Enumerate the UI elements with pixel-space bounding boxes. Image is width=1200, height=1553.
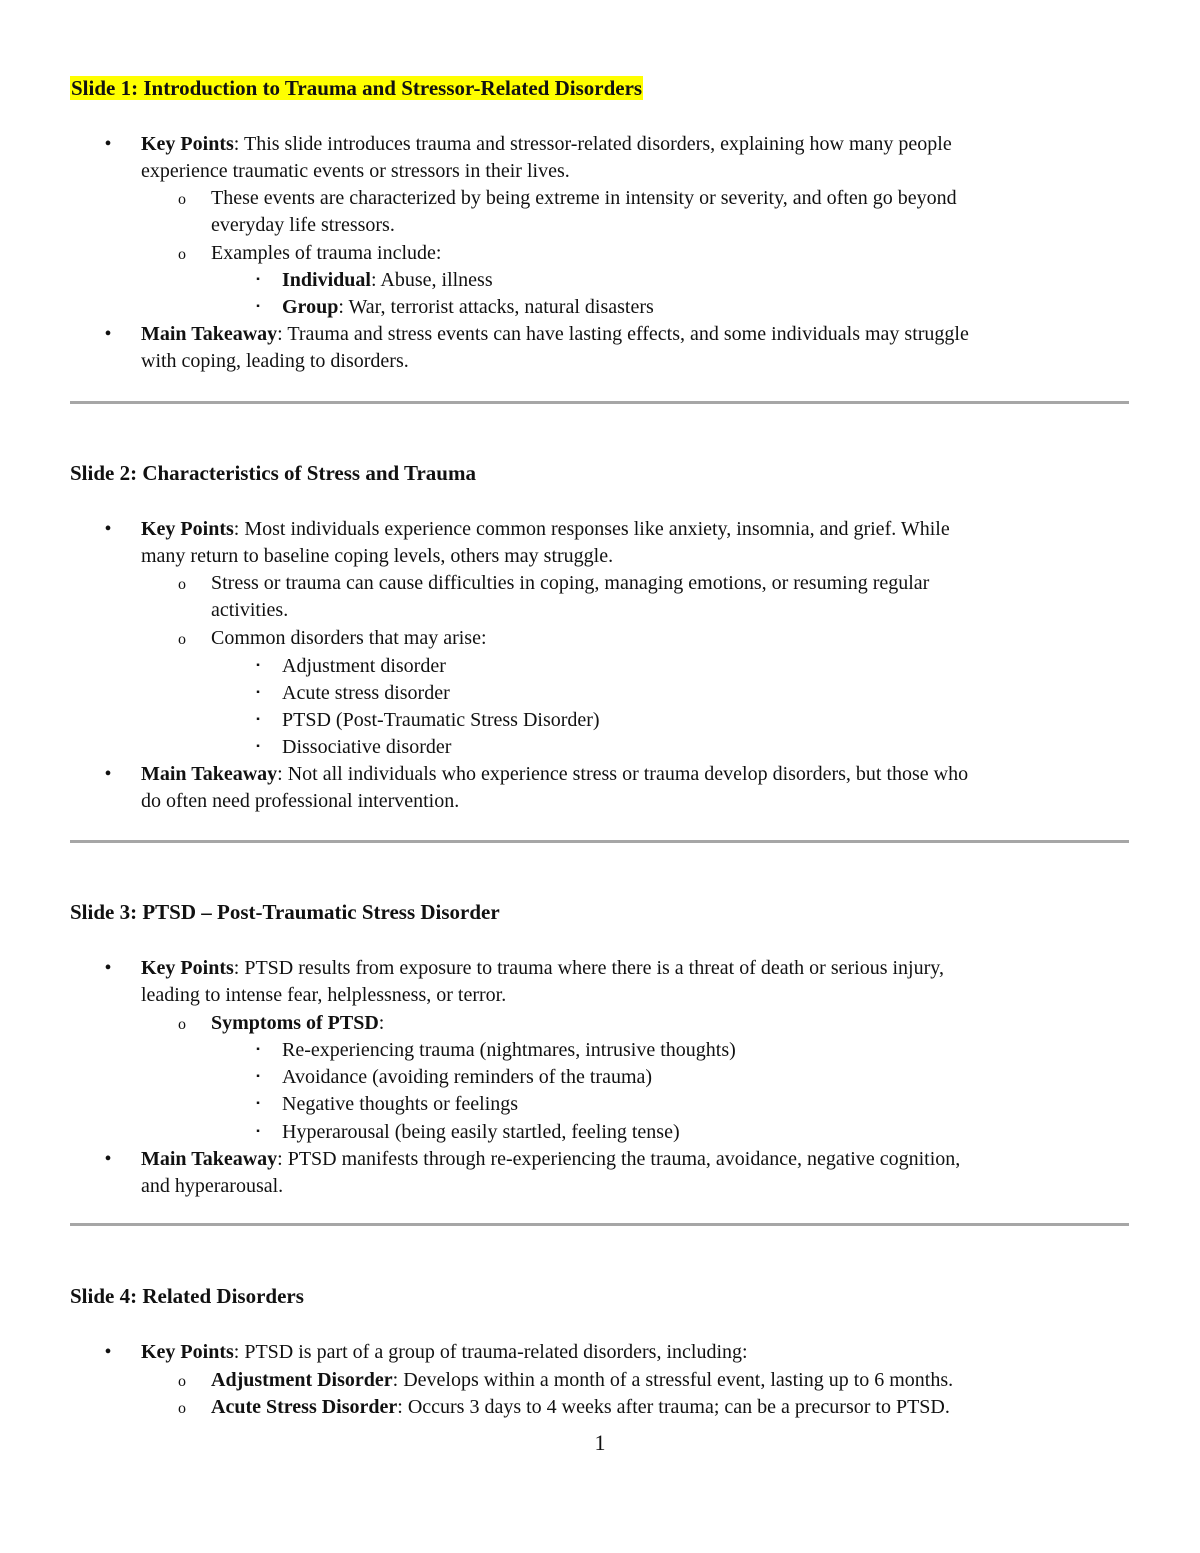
key-points-label: Key Points [141, 957, 234, 979]
square-bullet-icon: ▪ [256, 301, 260, 312]
slide-1-sub-point-cont: everyday life stressors. [211, 214, 395, 236]
slide-1-main-takeaway [141, 322, 969, 346]
square-bullet-icon: ▪ [256, 1071, 260, 1082]
slide-1-heading [70, 76, 643, 100]
slide-3-list-item: Avoidance (avoiding reminders of the trauma) [282, 1066, 653, 1088]
sub-bullet-icon: o [178, 246, 186, 263]
slide-3-key-points-cont: leading to intense fear, helplessness, or terror. [141, 984, 507, 1006]
main-takeaway-label: Main Takeaway [141, 323, 278, 345]
slide-4-sub-point [211, 1368, 953, 1392]
main-takeaway-label: Main Takeaway [141, 763, 278, 785]
slide-2-list-item: PTSD (Post-Traumatic Stress Disorder) [282, 709, 600, 731]
slide-1-sub-point: These events are characterized by being extreme in intensity or severity, and often go beyond [211, 187, 957, 209]
square-bullet-icon: ▪ [256, 1126, 260, 1137]
main-takeaway-label: Main Takeaway [141, 1148, 278, 1170]
symptoms-colon: : [378, 1012, 385, 1034]
slide-1-list-item [282, 268, 493, 292]
sub-bullet-icon: o [178, 1016, 186, 1033]
sub-bullet-icon: o [178, 1373, 186, 1390]
slide-4-sub-point [211, 1395, 950, 1419]
page-number: 1 [594, 1430, 606, 1455]
slide-2-list-item: Dissociative disorder [282, 736, 452, 758]
item-label: Group [282, 296, 339, 318]
slide-1-key-points [141, 132, 952, 156]
bullet-icon: • [104, 518, 112, 540]
slide-4-key-points [141, 1340, 748, 1364]
key-points-label: Key Points [141, 518, 234, 540]
main-takeaway-text: : PTSD manifests through re-experiencing the trauma, avoidance, negative cognition, [277, 1148, 961, 1170]
disorder-text: : Develops within a month of a stressful event, lasting up to 6 months. [392, 1369, 954, 1391]
slide-3-sub-point [211, 1011, 384, 1035]
square-bullet-icon: ▪ [256, 714, 260, 725]
item-text: : War, terrorist attacks, natural disasters [338, 296, 654, 318]
square-bullet-icon: ▪ [256, 660, 260, 671]
bullet-icon: • [104, 1341, 112, 1363]
key-points-label: Key Points [141, 1341, 234, 1363]
square-bullet-icon: ▪ [256, 741, 260, 752]
sub-bullet-icon: o [178, 576, 186, 593]
slide-2-key-points [141, 517, 950, 541]
square-bullet-icon: ▪ [256, 687, 260, 698]
section-divider [70, 840, 1129, 843]
slide-1-main-takeaway-cont: with coping, leading to disorders. [141, 350, 409, 372]
symptoms-label: Symptoms of PTSD [211, 1012, 379, 1034]
square-bullet-icon: ▪ [256, 274, 260, 285]
slide-2-key-points-cont: many return to baseline coping levels, others may struggle. [141, 545, 614, 567]
slide-3-key-points [141, 956, 944, 980]
key-points-text: : PTSD is part of a group of trauma-related disorders, including: [233, 1341, 748, 1363]
sub-bullet-icon: o [178, 191, 186, 208]
bullet-icon: • [104, 133, 112, 155]
slide-3-main-takeaway-cont: and hyperarousal. [141, 1175, 284, 1197]
slide-3-list-item: Hyperarousal (being easily startled, feeling tense) [282, 1121, 680, 1143]
key-points-label: Key Points [141, 133, 234, 155]
bullet-icon: • [104, 1148, 112, 1170]
main-takeaway-text: : Trauma and stress events can have lasting effects, and some individuals may struggle [277, 323, 969, 345]
disorder-label: Acute Stress Disorder [211, 1396, 398, 1418]
bullet-icon: • [104, 763, 112, 785]
main-takeaway-text: : Not all individuals who experience stress or trauma develop disorders, but those who [277, 763, 969, 785]
slide-3-list-item: Re-experiencing trauma (nightmares, intrusive thoughts) [282, 1039, 736, 1061]
square-bullet-icon: ▪ [256, 1098, 260, 1109]
key-points-text: : This slide introduces trauma and stressor-related disorders, explaining how many people [233, 133, 952, 155]
slide-1-key-points-cont: experience traumatic events or stressors in their lives. [141, 160, 570, 182]
slide-3-main-takeaway [141, 1147, 960, 1171]
slide-2-sub-point: Common disorders that may arise: [211, 627, 487, 649]
slide-2-list-item: Adjustment disorder [282, 655, 446, 677]
slide-2-main-takeaway [141, 762, 968, 786]
item-text: : Abuse, illness [370, 269, 493, 291]
sub-bullet-icon: o [178, 631, 186, 648]
slide-3-list-item: Negative thoughts or feelings [282, 1093, 519, 1115]
key-points-text: : Most individuals experience common responses like anxiety, insomnia, and grief. While [233, 518, 950, 540]
slide-2-sub-point-cont: activities. [211, 599, 289, 621]
slide-4-title: Slide 4: Related Disorders [70, 1284, 304, 1308]
key-points-text: : PTSD results from exposure to trauma where there is a threat of death or serious injury, [233, 957, 944, 979]
slide-1-list-item [282, 295, 654, 319]
slide-2-title: Slide 2: Characteristics of Stress and Trauma [70, 461, 476, 485]
section-divider [70, 401, 1129, 404]
disorder-text: : Occurs 3 days to 4 weeks after trauma; can be a precursor to PTSD. [397, 1396, 950, 1418]
sub-bullet-icon: o [178, 1400, 186, 1417]
slide-1-title: Slide 1: Introduction to Trauma and Stressor-Related Disorders [71, 76, 643, 100]
section-divider [70, 1223, 1129, 1226]
slide-3-title: Slide 3: PTSD – Post-Traumatic Stress Disorder [70, 900, 500, 924]
slide-1-sub-point: Examples of trauma include: [211, 242, 442, 264]
bullet-icon: • [104, 323, 112, 345]
slide-2-main-takeaway-cont: do often need professional intervention. [141, 790, 460, 812]
slide-2-list-item: Acute stress disorder [282, 682, 450, 704]
item-label: Individual [282, 269, 371, 291]
bullet-icon: • [104, 957, 112, 979]
slide-2-sub-point: Stress or trauma can cause difficulties in coping, managing emotions, or resuming regular [211, 572, 930, 594]
disorder-label: Adjustment Disorder [211, 1369, 393, 1391]
square-bullet-icon: ▪ [256, 1044, 260, 1055]
